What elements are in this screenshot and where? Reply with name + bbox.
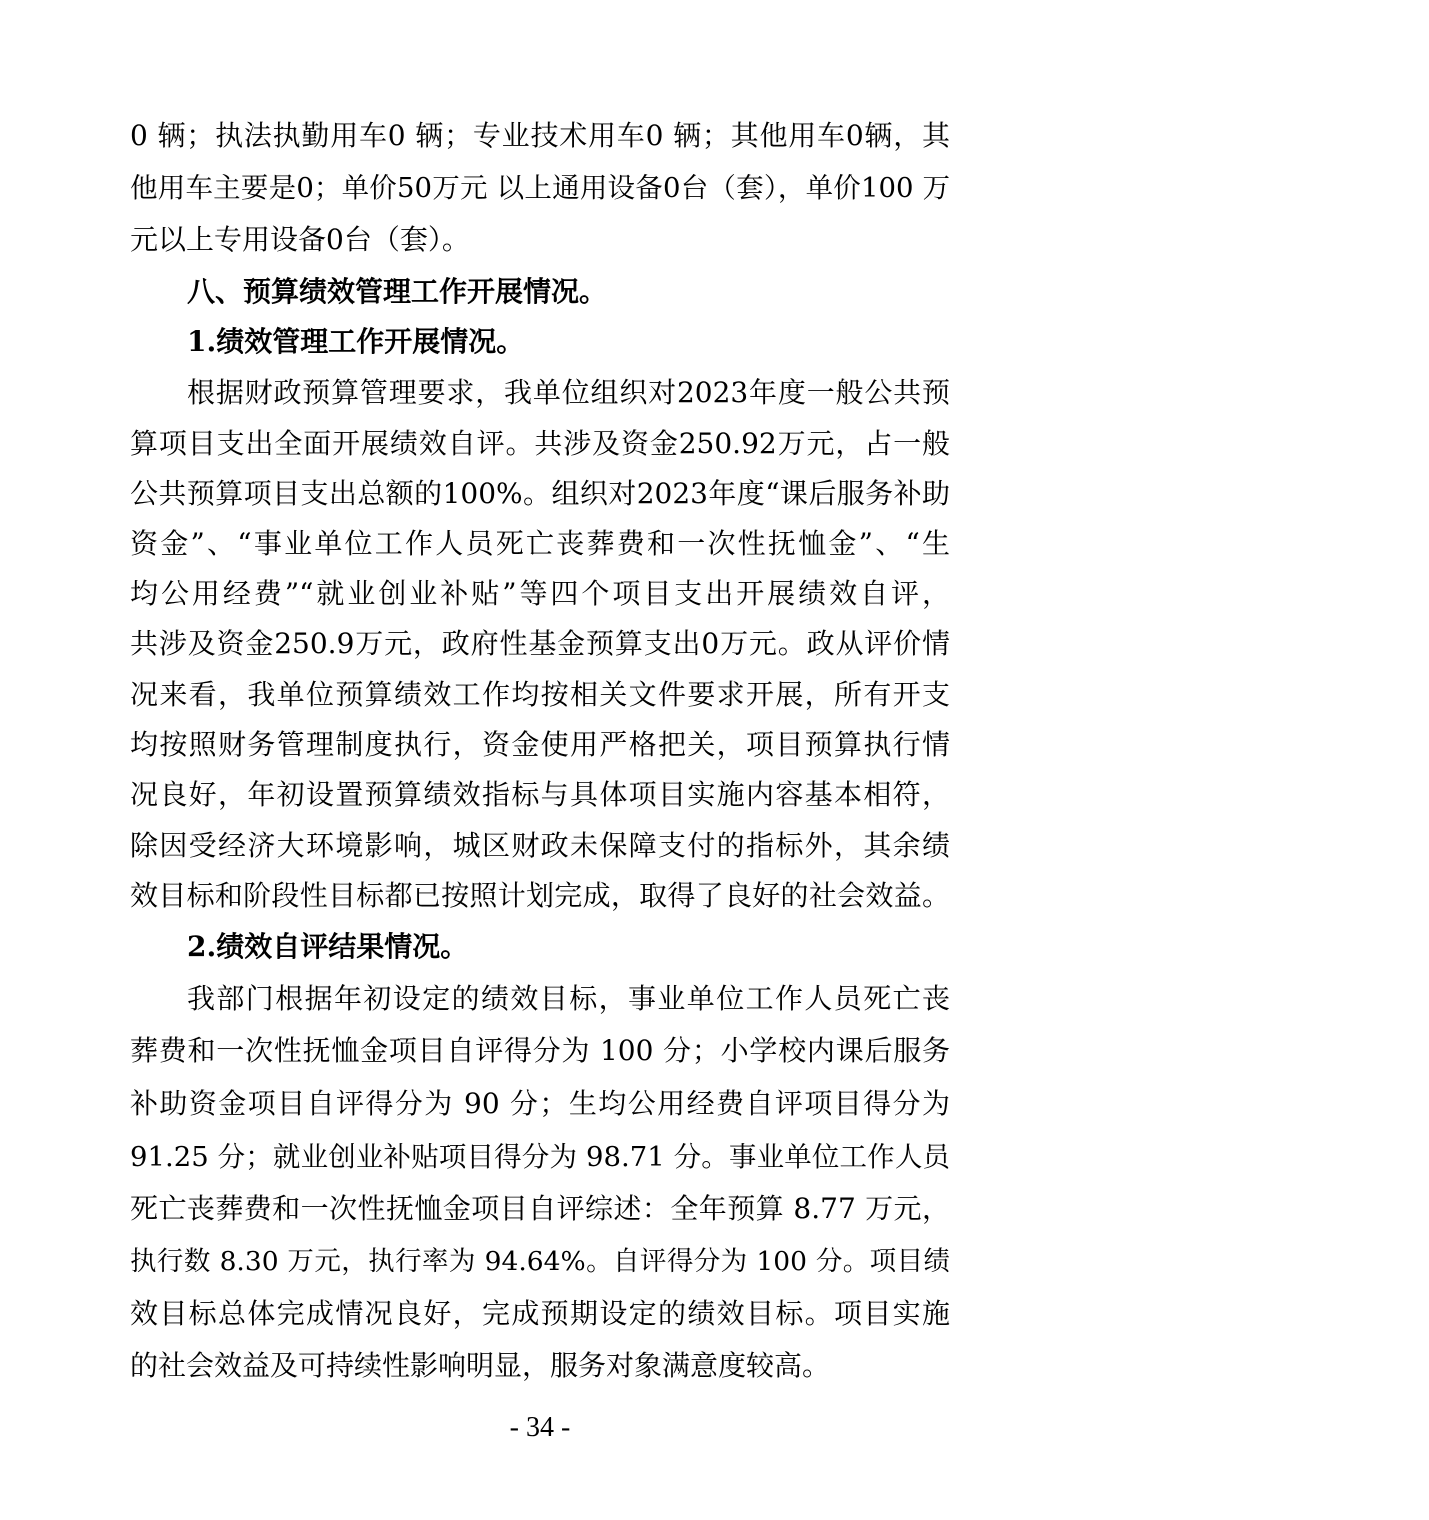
text-line: 资金”、“事业单位工作人员死亡丧葬费和一次性抚恤金”、“生 [130, 527, 950, 560]
text-line: 均公用经费”“就业创业补贴”等四个项目支出开展绩效自评， [130, 577, 950, 610]
text-line: 0 辆；执法执勤用车0 辆；专业技术用车0 辆；其他用车0辆，其 [130, 119, 950, 152]
text-line: 91.25 分；就业创业补贴项目得分为 98.71 分。事业单位工作人员 [130, 1141, 950, 1173]
section-heading: 八、预算绩效管理工作开展情况。 [187, 275, 608, 308]
text-line: 效目标和阶段性目标都已按照计划完成，取得了良好的社会效益。 [130, 879, 950, 912]
text-line: 均按照财务管理制度执行，资金使用严格把关，项目预算执行情 [130, 728, 950, 761]
text-line: 死亡丧葬费和一次性抚恤金项目自评综述：全年预算 8.77 万元， [130, 1192, 950, 1225]
text-line: 算项目支出全面开展绩效自评。共涉及资金250.92万元，占一般 [130, 427, 950, 460]
text-line: 况来看，我单位预算绩效工作均按相关文件要求开展，所有开支 [130, 678, 950, 711]
subsection-heading: 1.绩效管理工作开展情况。 [187, 325, 525, 358]
text-line: 他用车主要是0；单价50万元 以上通用设备0台（套），单价100 万 [130, 172, 950, 204]
text-line: 效目标总体完成情况良好，完成预期设定的绩效目标。项目实施 [130, 1297, 950, 1330]
text-line: 况良好，年初设置预算绩效指标与具体项目实施内容基本相符， [130, 778, 950, 811]
text-line: 元以上专用设备0台（套）。 [130, 223, 470, 256]
text-line: 执行数 8.30 万元，执行率为 94.64%。自评得分为 100 分。项目绩 [130, 1246, 950, 1277]
text-line: 除因受经济大环境影响，城区财政未保障支付的指标外，其余绩 [130, 829, 950, 862]
subsection-heading: 2.绩效自评结果情况。 [187, 930, 469, 963]
paragraph-first-line: 我部门根据年初设定的绩效目标，事业单位工作人员死亡丧 [187, 982, 950, 1015]
paragraph-first-line: 根据财政预算管理要求，我单位组织对2023年度一般公共预 [187, 376, 950, 409]
text-line: 补助资金项目自评得分为 90 分；生均公用经费自评项目得分为 [130, 1087, 950, 1120]
text-line: 共涉及资金250.9万元，政府性基金预算支出0万元。政从评价情 [130, 627, 950, 660]
page-number: - 34 - [509, 1412, 571, 1443]
text-line: 的社会效益及可持续性影响明显，服务对象满意度较高。 [130, 1349, 831, 1382]
text-line: 葬费和一次性抚恤金项目自评得分为 100 分；小学校内课后服务 [130, 1034, 950, 1067]
text-line: 公共预算项目支出总额的100%。组织对2023年度“课后服务补助 [130, 477, 950, 510]
